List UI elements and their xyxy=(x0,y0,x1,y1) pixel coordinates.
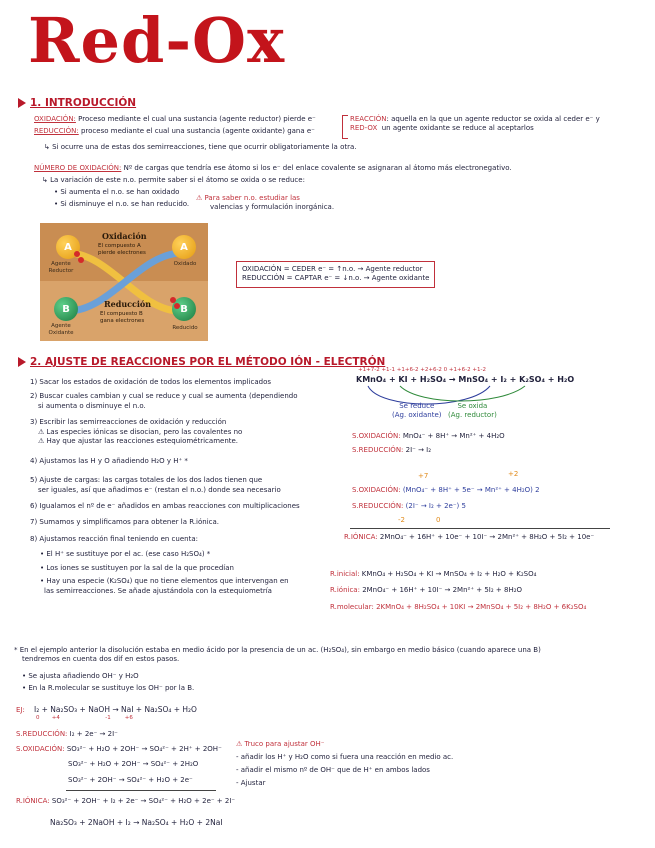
semi-eq: (2I⁻ → I₂ + 2e⁻) 5 xyxy=(405,502,466,510)
page-title: Red-Ox xyxy=(28,4,286,77)
electron-dot xyxy=(74,251,80,257)
semi-oxidacion-1 xyxy=(352,432,505,441)
step: si aumenta o disminuye el n.o. xyxy=(38,401,146,410)
section-heading-ajuste xyxy=(18,356,385,368)
summary-line: OXIDACIÓN = CEDER e⁻ = ↑n.o. → Agente reductor xyxy=(242,265,423,273)
term-label: REDUCCIÓN: xyxy=(34,127,79,135)
compound-b-right: B xyxy=(172,297,196,321)
label-se-oxida xyxy=(448,402,497,421)
semi-reduccion-2 xyxy=(352,502,466,511)
b-semi-oxidacion-l3: SO₃²⁻ + 2OH⁻ → SO₄²⁻ + H₂O + 2e⁻ xyxy=(68,776,193,784)
reaction-label: R.molecular: xyxy=(330,603,374,611)
semi-eq: 2I⁻ → I₂ xyxy=(405,446,432,454)
step: las semirreacciones. Se añade ajustándola con la estequiometría xyxy=(44,586,272,595)
oxidacion-sub xyxy=(98,243,146,257)
arc-label: Se reduce xyxy=(399,402,435,410)
b-semi-oxidacion-l2: SO₃²⁻ + H₂O + 2OH⁻ → SO₄²⁻ + 2H₂O xyxy=(68,760,199,768)
term-text: proceso mediante el cual una sustancia (agente oxidante) gana e⁻ xyxy=(80,127,315,135)
label-oxidado: Oxidado xyxy=(173,261,197,267)
step: ser iguales, así que añadimos e⁻ (restan el n.o.) donde sea necesario xyxy=(38,485,281,494)
reaccion-ionica xyxy=(344,533,594,542)
semi-label: S.REDUCCIÓN: xyxy=(16,730,68,738)
semi-eq: (MnO₄⁻ + 8H⁺ + 5e⁻ → Mn²⁺ + 4H₂O) 2 xyxy=(402,486,540,494)
label-agente-oxidante: Agente Oxidante xyxy=(48,323,74,336)
term-text: Nº de cargas que tendría ese átomo si los e⁻ del enlace covalente se asignaran al átomo más electronegativo. xyxy=(123,164,512,172)
charge-plus2: +2 xyxy=(508,470,519,478)
warning-line: ⚠ Para saber n.o. estudiar las xyxy=(196,194,300,202)
arc-label: Se oxida xyxy=(457,402,488,410)
sub-line: pierde electrones xyxy=(98,249,146,256)
reaction-eq: KMnO₄ + H₂SO₄ + KI → MnSO₄ + I₂ + H₂O + K₂SO₄ xyxy=(361,570,537,578)
main-equation: KMnO₄ + KI + H₂SO₄ → MnSO₄ + I₂ + K₂SO₄ + H₂O xyxy=(356,375,575,384)
term-text: Proceso mediante el cual una sustancia (agente reductor) pierde e⁻ xyxy=(78,115,316,123)
divider xyxy=(350,528,610,529)
b-reaccion-final: Na₂SO₃ + 2NaOH + I₂ → Na₂SO₄ + H₂O + 2NaI xyxy=(50,818,223,827)
term-text: un agente oxidante se reduce al aceptarlos xyxy=(381,124,534,133)
semi-label: S.OXIDACIÓN: xyxy=(352,486,401,494)
ej-equation: I₂ + Na₂SO₃ + NaOH → NaI + Na₂SO₄ + H₂O xyxy=(34,705,197,714)
reduccion-sub xyxy=(100,311,144,325)
def-numero-oxidacion xyxy=(34,164,512,173)
b-reaccion-ionica xyxy=(16,797,235,806)
semi-label: S.OXIDACIÓN: xyxy=(16,745,65,753)
reaccion-molecular xyxy=(330,603,586,612)
truco-step-2: - añadir el mismo nº de OH⁻ que de H⁺ en ambos lados xyxy=(236,766,430,774)
step: 1) Sacar los estados de oxidación de todos los elementos implicados xyxy=(30,378,271,386)
reaction-label: R.IÓNICA: xyxy=(344,533,378,541)
arc-label: (Ag. reductor) xyxy=(448,411,497,420)
semi-reduccion-1 xyxy=(352,446,431,455)
charge-plus7: +7 xyxy=(418,472,429,480)
ej-label: EJ: xyxy=(16,706,25,714)
term-label: OXIDACIÓN: xyxy=(34,115,76,123)
semi-label: S.REDUCCIÓN: xyxy=(352,446,404,454)
step: ⚠ Las especies iónicas se disocian, pero las covalentes no xyxy=(38,427,243,436)
intro-line: * En el ejemplo anterior la disolución estaba en medio ácido por la presencia de un ac. (H₂SO₄), sin embargo en medio básico (cuando aparece una B) xyxy=(14,646,541,654)
semi-eq: SO₃²⁻ + H₂O + 2OH⁻ → SO₄²⁻ + 2H⁺ + 2OH⁻ xyxy=(66,745,222,753)
semi-label: S.OXIDACIÓN: xyxy=(352,432,401,440)
ej-oxidation-numbers: 0 +4 -1 +6 xyxy=(36,715,133,721)
step: 6) Igualamos el nº de e⁻ añadidos en ambas reacciones con multiplicaciones xyxy=(30,501,300,510)
compound-a-right: A xyxy=(172,235,196,259)
divider xyxy=(66,790,216,791)
reaccion-ionica-2 xyxy=(330,586,522,595)
numox-sub: ↳ La variación de este n.o. permite saber si el átomo se oxida o se reduce: xyxy=(42,176,305,184)
triangle-icon xyxy=(18,98,26,108)
step: 8) Ajustamos reacción final teniendo en cuenta: xyxy=(30,534,198,543)
oxidacion-title: Oxidación xyxy=(102,231,147,241)
truco-step-3: - Ajustar xyxy=(236,779,266,787)
term-text: : aquella en la que un agente reductor se oxida al ceder e⁻ y xyxy=(386,115,600,123)
label-agente-reductor: Agente Reductor xyxy=(48,261,74,274)
arc-label: (Ag. oxidante) xyxy=(392,411,442,420)
electron-dot xyxy=(170,297,176,303)
triangle-icon xyxy=(18,357,26,367)
reaction-label: R.IÓNICA: xyxy=(16,797,50,805)
step: 3) Escribir las semirreacciones de oxidación y reducción xyxy=(30,418,227,427)
b-semi-oxidacion xyxy=(16,745,222,754)
reaction-eq: 2MnO₄⁻ + 16H⁺ + 10I⁻ → 2Mn²⁺ + 5I₂ + 8H₂O xyxy=(362,586,523,594)
warning-line: valencias y formulación inorgánica. xyxy=(210,203,335,212)
def-redox xyxy=(350,115,600,134)
sub-line: El compuesto B xyxy=(100,311,143,317)
step: 4) Ajustamos las H y O añadiendo H₂O y H⁺ * xyxy=(30,456,188,465)
semi-label: S.REDUCCIÓN: xyxy=(352,502,404,510)
charge-zero: 0 xyxy=(436,516,441,524)
step: • Los iones se sustituyen por la sal de la que procedían xyxy=(40,563,234,572)
electron-dot xyxy=(174,303,180,309)
note-semirreacciones: ↳ Si ocurre una de estas dos semirreacciones, tiene que ocurrir obligatoriamente la otra. xyxy=(44,143,357,151)
def-reduccion xyxy=(34,127,315,136)
reaction-eq: 2KMnO₄ + 8H₂SO₄ + 10KI → 2MnSO₄ + 5I₂ + 8H₂O + 6K₂SO₄ xyxy=(376,603,587,611)
bullet-ajuste-oh: • Se ajusta añadiendo OH⁻ y H₂O xyxy=(22,672,139,680)
summary-line: REDUCCIÓN = CAPTAR e⁻ = ↓n.o. → Agente oxidante xyxy=(242,274,430,283)
bullet-disminuye: • Si disminuye el n.o. se han reducido. xyxy=(54,200,190,208)
compound-a-left: A xyxy=(56,235,80,259)
sub-line: El compuesto A xyxy=(98,243,141,249)
section-heading-intro xyxy=(18,97,136,109)
term-label: REACCIÓN xyxy=(350,115,387,123)
label-se-reduce xyxy=(392,402,442,421)
reaction-label: R.inicial: xyxy=(330,570,360,578)
redox-figure xyxy=(40,223,208,341)
steps-list xyxy=(30,378,300,596)
section-title: 1. INTRODUCCIÓN xyxy=(30,97,137,109)
charge-minus2: -2 xyxy=(398,516,405,524)
oxidation-numbers: +1+7-2 +1-1 +1+6-2 +2+6-2 0 +1+6-2 +1-2 xyxy=(358,367,486,373)
truco-heading: ⚠ Truco para ajustar OH⁻ xyxy=(236,740,325,748)
brace xyxy=(342,115,348,139)
step: 2) Buscar cuales cambian y cual se reduce y cual se aumenta (dependiendo xyxy=(30,392,298,401)
truco-title xyxy=(236,740,324,749)
step: ⚠ Hay que ajustar las reacciones estequiométricamente. xyxy=(38,437,239,446)
intro-line: tendremos en cuenta dos dif en estos pasos. xyxy=(22,655,180,664)
label-reducido: Reducido xyxy=(172,325,198,331)
def-oxidacion xyxy=(34,115,316,124)
step: 7) Sumamos y simplificamos para obtener la R.iónica. xyxy=(30,518,220,527)
term-label: NÚMERO DE OXIDACIÓN: xyxy=(34,164,122,172)
reduccion-title: Reducción xyxy=(104,299,152,309)
warning-note xyxy=(196,194,334,213)
basic-medium-intro xyxy=(14,646,541,665)
reaccion-inicial xyxy=(330,570,536,579)
summary-box xyxy=(236,261,435,288)
reaction-label: R.iónica: xyxy=(330,586,360,594)
reaction-eq: SO₃²⁻ + 2OH⁻ + I₂ + 2e⁻ → SO₄²⁻ + H₂O + 2e⁻ + 2I⁻ xyxy=(51,797,236,805)
step: • Hay una especie (K₂SO₄) que no tiene elementos que intervengan en xyxy=(40,577,289,586)
bullet-rmolecular: • En la R.molecular se sustituye los OH⁻ por la B. xyxy=(22,684,195,692)
b-semi-reduccion xyxy=(16,730,118,739)
term-label: RED-OX xyxy=(350,124,378,133)
compound-b-left: B xyxy=(54,297,78,321)
semi-oxidacion-2 xyxy=(352,486,540,495)
truco-step-1: - añadir los H⁺ y H₂O como si fuera una reacción en medio ac. xyxy=(236,753,454,761)
section-title: 2. AJUSTE DE REACCIONES POR EL MÉTODO IÓN - ELECTRÓN xyxy=(30,356,386,368)
semi-eq: I₂ + 2e⁻ → 2I⁻ xyxy=(69,730,118,738)
reaction-eq: 2MnO₄⁻ + 16H⁺ + 10e⁻ + 10I⁻ → 2Mn²⁺ + 8H₂O + 5I₂ + 10e⁻ xyxy=(379,533,595,541)
semi-eq: MnO₄⁻ + 8H⁺ → Mn²⁺ + 4H₂O xyxy=(402,432,505,440)
bullet-aumenta: • Si aumenta el n.o. se han oxidado xyxy=(54,188,180,196)
step: • El H⁺ se sustituye por el ac. (ese caso H₂SO₄) * xyxy=(40,550,211,559)
step: 5) Ajuste de cargas: las cargas totales de los dos lados tienen que xyxy=(30,476,263,485)
sub-line: gana electrones xyxy=(100,317,145,324)
